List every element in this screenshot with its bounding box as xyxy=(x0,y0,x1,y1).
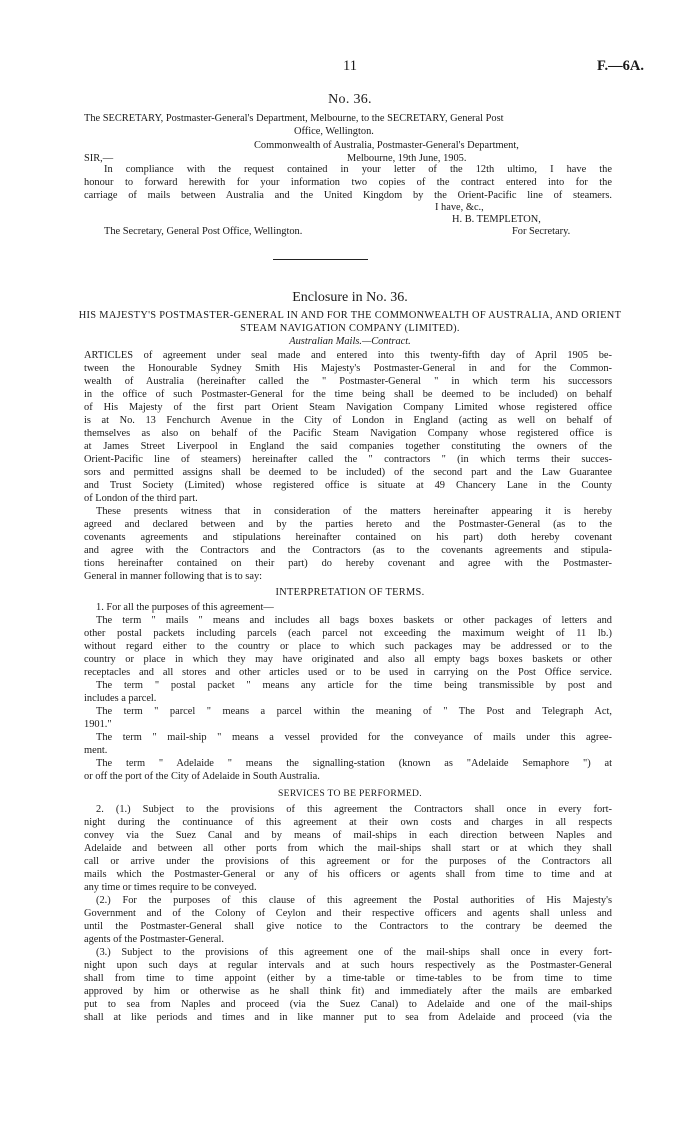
services-line: Adelaide and between all other ports from which the mail-ships shall start or at which they shall xyxy=(84,843,612,854)
letter-recipient: The Secretary, General Post Office, Wellington. xyxy=(104,226,303,237)
paper-code: F.—6A. xyxy=(597,58,644,74)
services-line: call or arrive under the provisions of this agreement or for the purposes of the Contractors all xyxy=(84,856,612,867)
letter-address-line-1: The SECRETARY, Postmaster-General's Department, Melbourne, to the SECRETARY, General Post xyxy=(84,113,504,124)
services-line: shall from time to time appoint (either by a time-table or time-tables to be from time to time xyxy=(84,973,612,984)
letter-signer: H. B. TEMPLETON, xyxy=(452,214,541,225)
services-line: until the Postmaster-General shall give notice to the Contractors to the contrary be deemed the xyxy=(84,921,612,932)
articles-line: and Trust Society (Limited) whose registered office is situate at 49 Chancery Lane in the County xyxy=(84,480,612,491)
services-line: shall at like periods and times and in like manner put to sea from Adelaide and proceed (via the xyxy=(84,1012,612,1023)
articles-line: sors and permitted assigns shall be deemed to be included) of the second part and the Law Guarantee xyxy=(84,467,612,478)
witness-line: agreed and declared between and by the parties hereto and the Postmaster-General (as to the xyxy=(84,519,612,530)
interpretation-line: 1901." xyxy=(84,719,112,730)
letter-place-date: Melbourne, 19th June, 1905. xyxy=(347,153,467,164)
interpretation-line: or off the port of the City of Adelaide in South Australia. xyxy=(84,771,320,782)
interpretation-line: The term " mail-ship " means a vessel provided for the conveyance of mails under this agree- xyxy=(96,732,612,743)
letter-body-line: carriage of mails between Australia and the United Kingdom by the Orient-Pacific line of steamers. xyxy=(84,190,612,201)
articles-line: themselves as also on behalf of the Pacific Steam Navigation Company whose registered office is xyxy=(84,428,612,439)
articles-line: in the office of such Postmaster-General for the time being shall be deemed to be included) on behalf xyxy=(84,389,612,400)
services-line: put to sea from Naples and proceed (via the Suez Canal) to Adelaide and one of the mail-ships xyxy=(84,999,612,1010)
interpretation-line: includes a parcel. xyxy=(84,693,157,704)
services-line: approved by him or otherwise as he shall think fit) and immediately after the mails are embarked xyxy=(84,986,612,997)
interpretation-line: without regard either to the country or place to which such packages may be addressed or to the xyxy=(84,641,612,652)
section-divider xyxy=(273,259,368,260)
services-line: night upon such days at regular intervals and at such hours respectively as the Postmaster-General xyxy=(84,960,612,971)
services-line: night during the continuance of this agreement at their own costs and charges in all respects xyxy=(84,817,612,828)
articles-line: wealth of Australia (hereinafter called the " Postmaster-General " in which term his successors xyxy=(84,376,612,387)
interpretation-line: The term " Adelaide " means the signalling-station (known as "Adelaide Semaphore ") at xyxy=(96,758,612,769)
interpretation-line: The term " postal packet " means any article for the time being transmissible by post and xyxy=(96,680,612,691)
articles-line: is at No. 13 Fenchurch Avenue in the City of London in England (acting as well on behalf of xyxy=(84,415,612,426)
interpretation-line: The term " parcel " means a parcel within the meaning of " The Post and Telegraph Act, xyxy=(96,706,612,717)
enclosure-subtitle: Australian Mails.—Contract. xyxy=(289,336,411,347)
witness-line: General in manner following that is to say: xyxy=(84,571,263,582)
interpretation-line: ment. xyxy=(84,745,108,756)
services-line: mails which the Postmaster-General or any of his officers or agents shall from time to time and at xyxy=(84,869,612,880)
witness-line: tions hereinafter contained on their part) do hereby covenant and agree with the Postmaster- xyxy=(84,558,612,569)
articles-line: of London of the third part. xyxy=(84,493,198,504)
articles-line: of His Majesty of the first part Orient Steam Navigation Company Limited whose registered office xyxy=(84,402,612,413)
services-line: any time or times require to be conveyed. xyxy=(84,882,257,893)
articles-line: Orient-Pacific line of steamers) hereinafter called the " contractors " (in which terms their succes- xyxy=(84,454,612,465)
letter-salutation: SIR,— xyxy=(84,153,114,164)
interpretation-line: receptacles and all stores and other articles used or to be used in carrying on the Post Office service. xyxy=(84,667,612,678)
letter-body-line: honour to forward herewith for your information two copies of the contract entered into for the xyxy=(84,177,612,188)
witness-line: and agree with the Contractors and the Contractors (as to the covenants agreements and stipula- xyxy=(84,545,612,556)
letter-body-line: In compliance with the request contained in your letter of the 12th ultimo, I have the xyxy=(104,164,612,175)
services-line: 2. (1.) Subject to the provisions of this agreement the Contractors shall once in every fort- xyxy=(96,804,612,815)
services-line: (2.) For the purposes of this clause of this agreement the Postal authorities of His Majesty's xyxy=(96,895,612,906)
services-heading: SERVICES TO BE PERFORMED. xyxy=(278,788,422,799)
articles-line: ARTICLES of agreement under seal made and entered into this twenty-fifth day of April 1905 be- xyxy=(84,350,612,361)
witness-line: These presents witness that in consideration of the matters hereinafter appearing it is hereby xyxy=(96,506,612,517)
services-line: convey via the Suez Canal and by means of mail-ships in each direction between Naples and xyxy=(84,830,612,841)
interpretation-line: other postal packets including parcels (each parcel not exceeding the maximum weight of 11 lb.) xyxy=(84,628,612,639)
page-number: 11 xyxy=(343,58,357,74)
interpretation-line: The term " mails " means and includes all bags boxes baskets or other packages of letters and xyxy=(96,615,612,626)
interpretation-line: 1. For all the purposes of this agreement— xyxy=(96,602,274,613)
services-line: agents of the Postmaster-General. xyxy=(84,934,225,945)
enclosure-parties-line-2: STEAM NAVIGATION COMPANY (LIMITED). xyxy=(240,323,460,334)
articles-line: at James Street Liverpool in England the said companies together constituting the owners of the xyxy=(84,441,612,452)
services-line: (3.) Subject to the provisions of this agreement one of the mail-ships shall once in every fort- xyxy=(96,947,612,958)
interpretation-heading: INTERPRETATION OF TERMS. xyxy=(275,587,425,598)
interpretation-line: country or place in which they may have originated and also all empty bags boxes baskets or other xyxy=(84,654,612,665)
letter-title: No. 36. xyxy=(328,92,372,107)
letter-address-line-2: Office, Wellington. xyxy=(294,126,374,137)
enclosure-parties-line-1: HIS MAJESTY'S POSTMASTER-GENERAL IN AND FOR THE COMMONWEALTH OF AUSTRALIA, AND ORIENT xyxy=(78,310,622,321)
letter-signer-role: For Secretary. xyxy=(512,226,571,237)
witness-line: covenants agreements and stipulations hereinafter contained on his part) doth hereby covenant xyxy=(84,532,612,543)
enclosure-title: Enclosure in No. 36. xyxy=(292,290,408,305)
articles-line: tween the Honourable Sydney Smith His Majesty's Postmaster-General in and for the Common- xyxy=(84,363,612,374)
letter-department: Commonwealth of Australia, Postmaster-General's Department, xyxy=(254,140,519,151)
letter-closing: I have, &c., xyxy=(435,202,484,213)
services-line: Government and of the Colony of Ceylon and their respective officers and agents shall unless and xyxy=(84,908,612,919)
